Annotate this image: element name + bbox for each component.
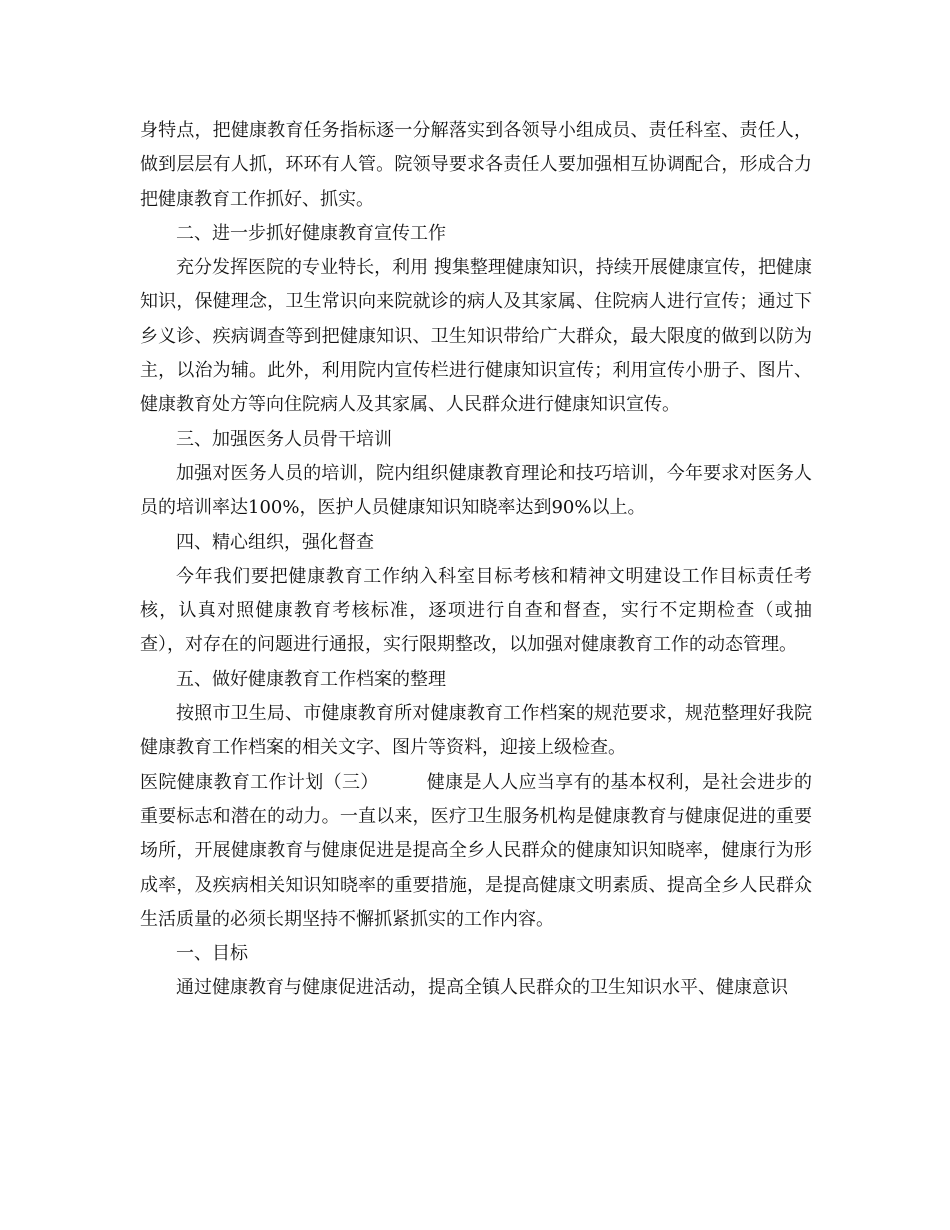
- heading-training: 三、加强医务人员骨干培训: [176, 428, 392, 450]
- paragraph-goal: 通过健康教育与健康促进活动，提高全镇人民群众的卫生知识水平、健康意识: [176, 977, 788, 999]
- section-title: 医院健康教育工作计划（三）: [140, 771, 379, 793]
- paragraph-publicity: 充分发挥医院的专业特长，利用 搜集整理健康知识，持续开展健康宣传，把健康知识，保健理念，卫生常识向来院就诊的病人及其家属、住院病人进行宣传；通过下乡义诊、疾病调查等到把健康知识、卫生知识带给广大群众，最大限度的做到以防为主，以治为辅。此外，利用院内宣传栏进行健康知识宣传；利用宣传小册子、图片、健康教育处方等向住院病人及其家属、人民群众进行健康知识宣传。: [140, 257, 812, 416]
- heading-archives: 五、做好健康教育工作档案的整理: [176, 668, 446, 690]
- paragraph-supervision: 今年我们要把健康教育工作纳入科室目标考核和精神文明建设工作目标责任考核，认真对照健康教育考核标准，逐项进行自查和督查，实行不定期检查（或抽查），对存在的问题进行通报，实行限期整改，以加强对健康教育工作的动态管理。: [140, 565, 812, 656]
- section-body: 健康是人人应当享有的基本权利，是社会进步的重要标志和潜在的动力。一直以来，医疗卫生服务机构是健康教育与健康促进的重要场所，开展健康教育与健康促进是提高全乡人民群众的健康知识知晓率，健康行为形成率，及疾病相关知识知晓率的重要措施，是提高健康文明素质、提高全乡人民群众生活质量的必须长期坚持不懈抓紧抓实的工作内容。: [140, 771, 813, 930]
- paragraph-archives: 按照市卫生局、市健康教育所对健康教育工作档案的规范要求，规范整理好我院健康教育工作档案的相关文字、图片等资料，迎接上级检查。: [140, 703, 812, 759]
- heading-goal: 一、目标: [176, 943, 248, 965]
- document-body: [140, 114, 812, 1006]
- paragraph-continuation: 身特点，把健康教育任务指标逐一分解落实到各领导小组成员、责任科室、责任人，做到层层有人抓，环环有人管。院领导要求各责任人要加强相互协调配合，形成合力把健康教育工作抓好、抓实。: [140, 120, 812, 210]
- paragraph-training: 加强对医务人员的培训，院内组织健康教育理论和技巧培训，今年要求对医务人员的培训率达100%，医护人员健康知识知晓率达到90%以上。: [140, 462, 812, 519]
- heading-publicity: 二、进一步抓好健康教育宣传工作: [176, 222, 446, 244]
- heading-supervision: 四、精心组织，强化督查: [176, 531, 374, 553]
- section-plan-three: [140, 766, 812, 937]
